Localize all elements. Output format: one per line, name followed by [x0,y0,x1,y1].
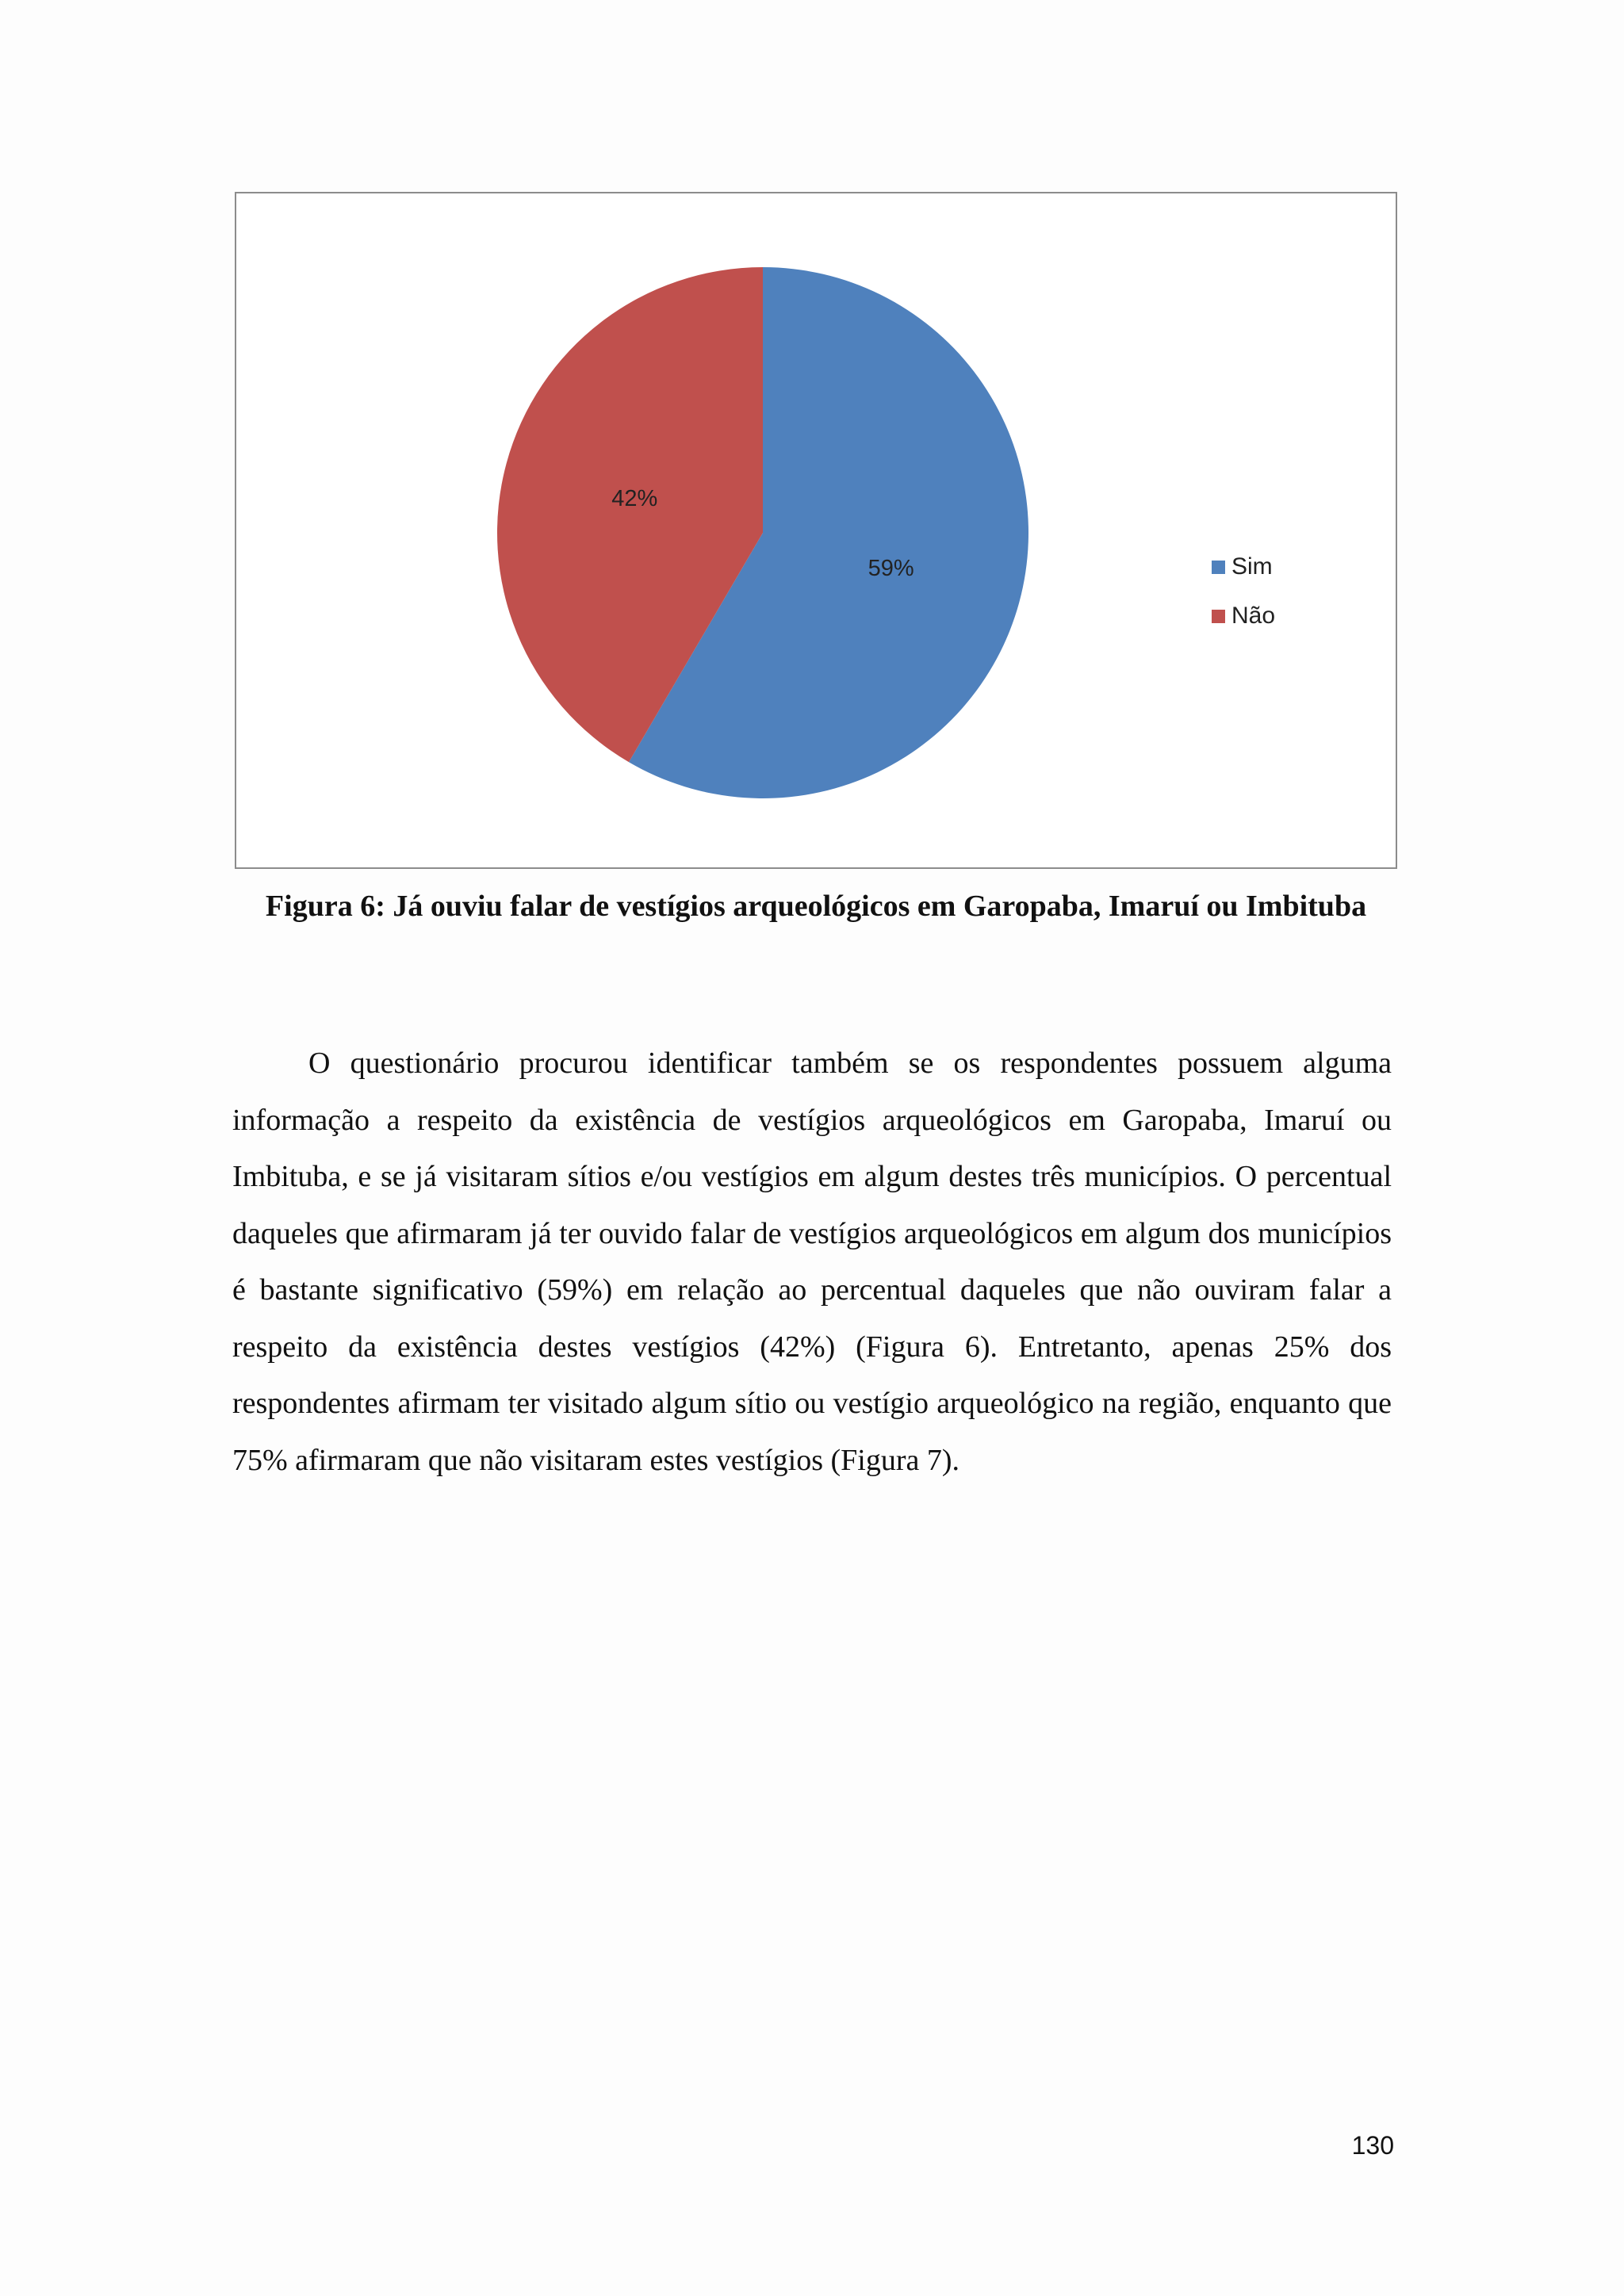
legend-swatch-nao [1212,610,1225,623]
chart-frame [235,192,1397,869]
page-number: 130 [1351,2131,1394,2160]
pie-chart [236,193,1396,867]
pie-data-label: 59% [868,555,914,581]
figure-caption: Figura 6: Já ouviu falar de vestígios arqueológicos em Garopaba, Imaruí ou Imbituba [265,890,1367,923]
chart-legend [1212,554,1275,652]
legend-item-nao [1212,603,1275,629]
legend-label-nao: Não [1231,603,1276,629]
legend-item-sim [1212,554,1275,580]
pie-data-label: 42% [611,486,658,512]
body-paragraph: O questionário procurou identificar também se os respondentes possuem alguma informação a respeito da existência de vestígios arqueológicos em Garopaba, Imaruí ou Imbituba, e se já visitaram sítios e/ou vestígios em algum destes três municípios. O percentual daqueles que afirmaram já ter ouvido falar de vestígios arqueológicos em algum dos municípios é bastante significativo (59%) em relação ao percentual daqueles que não ouviram falar a respeito da existência destes vestígios (42%) (Figura 6). Entretanto, apenas 25% dos respondentes afirmam ter visitado algum sítio ou vestígio arqueológico na região, enquanto que 75% afirmaram que não visitaram estes vestígios (Figura 7). [232,1047,1392,1477]
legend-swatch-sim [1212,561,1225,574]
legend-label-sim: Sim [1231,553,1273,580]
